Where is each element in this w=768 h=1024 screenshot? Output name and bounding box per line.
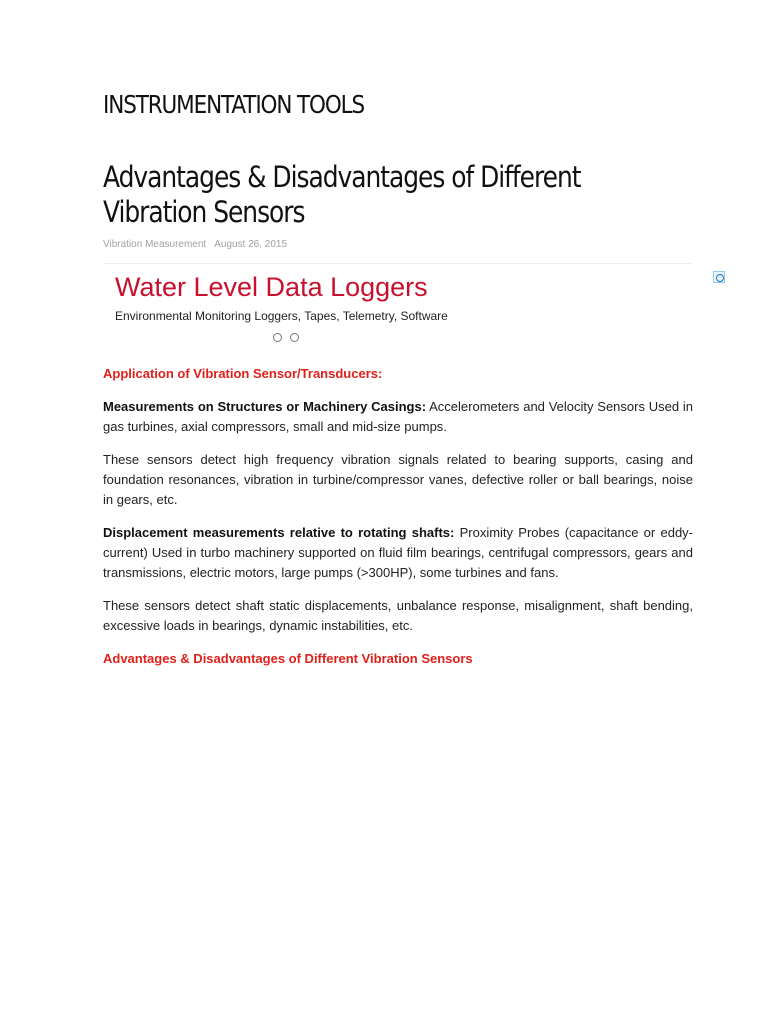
- paragraph-shaft: These sensors detect shaft static displacements, unbalance response, misalignment, shaft bending, excessive loads in bearings, dynamic instabilities, etc.: [103, 598, 693, 633]
- article-category-link[interactable]: Vibration Measurement: [103, 239, 207, 250]
- site-title[interactable]: INSTRUMENTATION TOOLS: [103, 90, 365, 119]
- advertisement[interactable]: [103, 266, 693, 346]
- paragraph-high-frequency: These sensors detect high frequency vibration signals related to bearing supports, casing and foundation resonances, vibration in turbine/compressor vanes, defective roller or ball bearings, noise in gears, etc.: [103, 452, 693, 507]
- section-heading-advantages: Advantages & Disadvantages of Different Vibration Sensors: [103, 651, 473, 666]
- ad-info-icon[interactable]: [713, 271, 725, 283]
- ad-headline-link[interactable]: Water Level Data Loggers: [115, 272, 428, 302]
- ad-carousel-dots: [273, 333, 299, 342]
- article-title: Advantages & Disadvantages of Different Vibration Sensors: [103, 160, 581, 229]
- section-heading-application: Application of Vibration Sensor/Transducers:: [103, 366, 383, 381]
- ad-carousel-dot[interactable]: [273, 333, 282, 342]
- paragraph-structures-text: Accelerometers and Velocity Sensors Used in gas turbines, axial compressors, small and mid-size pumps.: [103, 399, 693, 434]
- paragraph-structures-lead: Measurements on Structures or Machinery Casings:: [103, 399, 427, 414]
- paragraph-displacement-lead: Displacement measurements relative to rotating shafts:: [103, 525, 455, 540]
- paragraph-structures: [103, 397, 693, 437]
- ad-subtext: Environmental Monitoring Loggers, Tapes, Telemetry, Software: [115, 309, 448, 323]
- divider: [103, 263, 693, 264]
- paragraph-displacement-text: Proximity Probes (capacitance or eddy-current) Used in turbo machinery supported on fluid film bearings, centrifugal compressors, gears and transmissions, electric motors, large pumps (>300HP), some turbines and fans.: [103, 525, 693, 580]
- paragraph-displacement: [103, 523, 693, 583]
- ad-carousel-dot[interactable]: [290, 333, 299, 342]
- article-body: [103, 364, 693, 682]
- article-date: August 26, 2015: [214, 239, 288, 250]
- article-meta: [103, 239, 287, 250]
